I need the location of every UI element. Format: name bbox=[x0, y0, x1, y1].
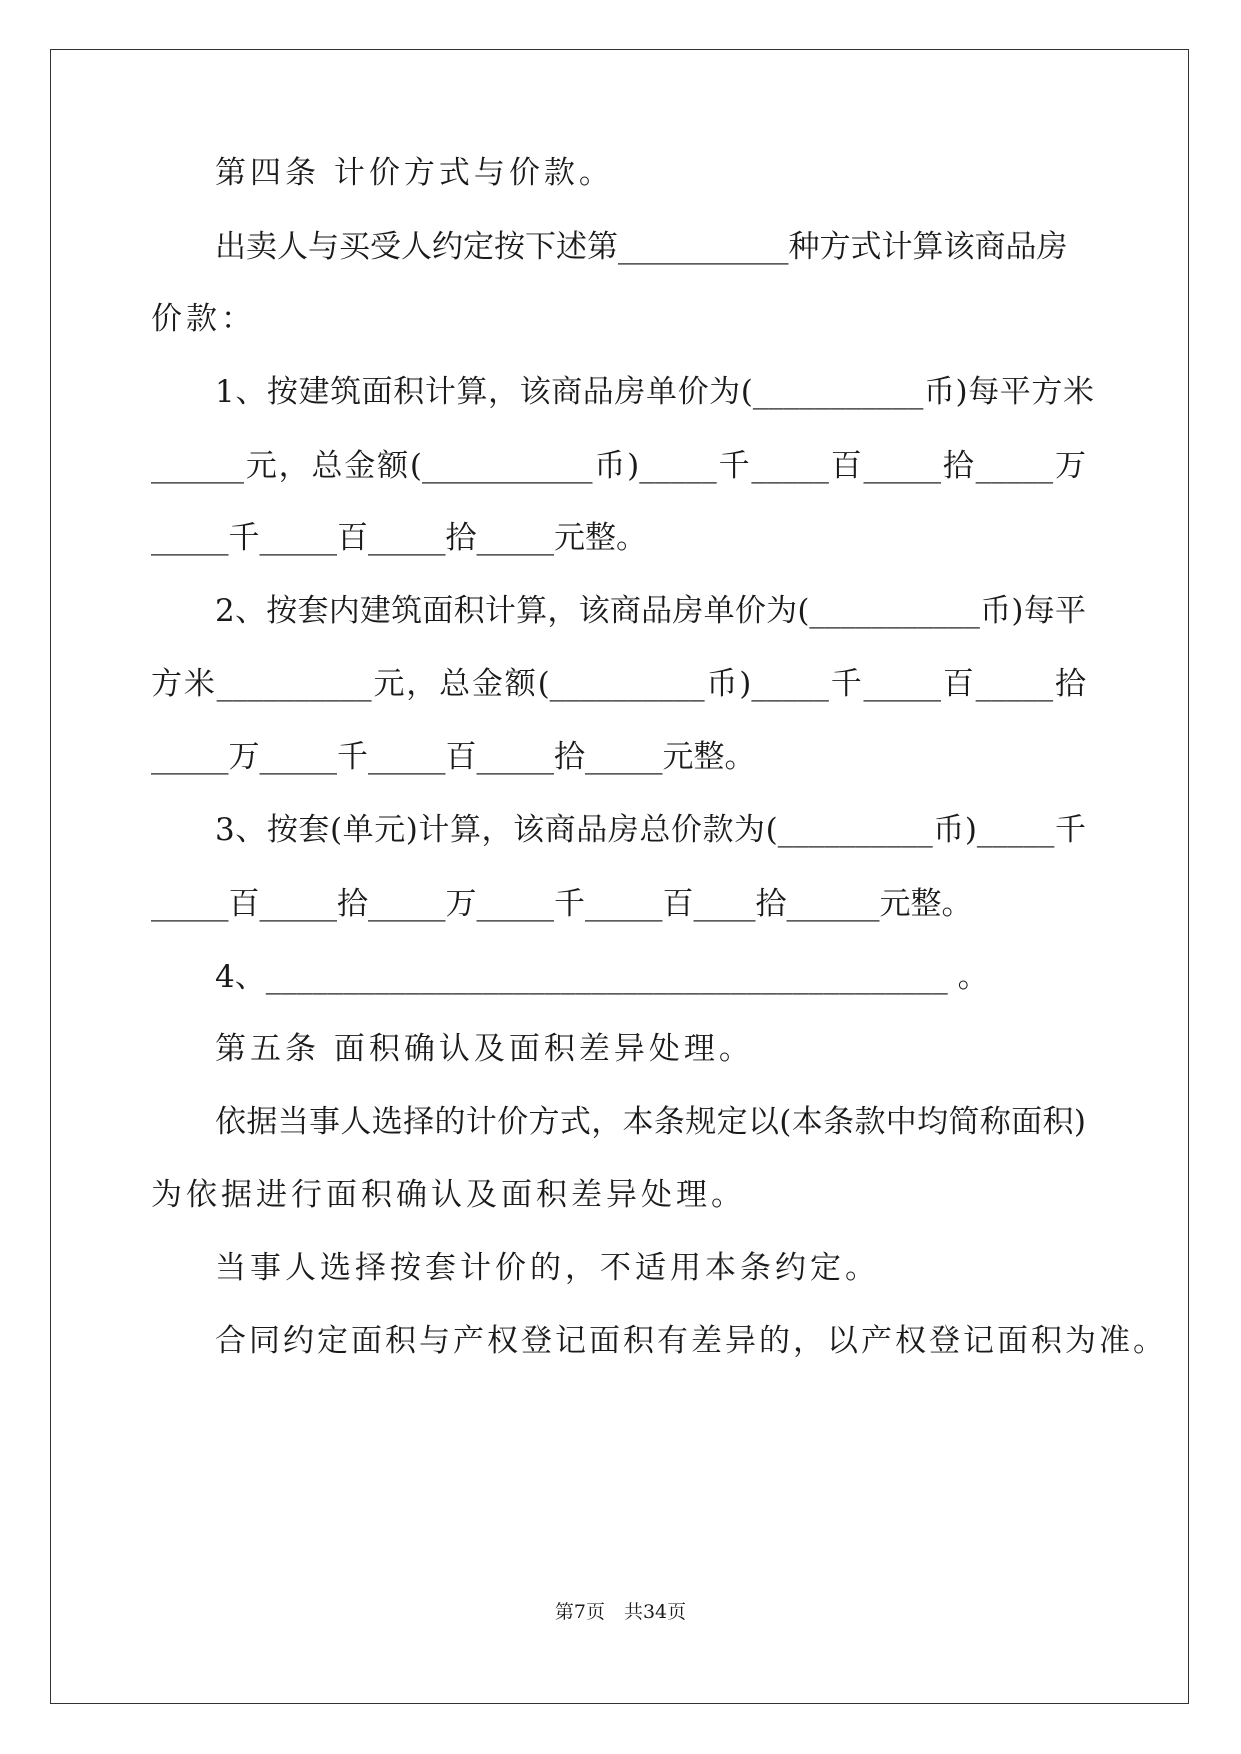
paragraph-line: _____万_____千_____百_____拾_____元整。 bbox=[151, 739, 756, 775]
paragraph-line: 1、按建筑面积计算，该商品房单价为(___________币)每平方米 bbox=[215, 374, 1094, 410]
paragraph-line: 出卖人与买受人约定按下述第___________种方式计算该商品房 bbox=[215, 229, 1068, 265]
paragraph-line: _____千_____百_____拾_____元整。 bbox=[151, 520, 647, 556]
paragraph-line: 当事人选择按套计价的，不适用本条约定。 bbox=[215, 1250, 880, 1286]
paragraph-line: ______元，总金额(___________币)_____千_____百_____拾_____万 bbox=[151, 448, 1086, 484]
page-border bbox=[50, 49, 1189, 1704]
paragraph-line: 为依据进行面积确认及面积差异处理。 bbox=[151, 1177, 746, 1213]
page-footer: 第7页 共34页 bbox=[554, 1601, 687, 1623]
paragraph-line: 2、按套内建筑面积计算，该商品房单价为(___________币)每平 bbox=[215, 593, 1086, 629]
heading-article-5: 第五条 面积确认及面积差异处理。 bbox=[215, 1031, 754, 1067]
paragraph-line: 方米__________元，总金额(__________币)_____千_____百_____拾 bbox=[151, 666, 1086, 702]
paragraph-line: _____百_____拾_____万_____千_____百____拾______元整。 bbox=[151, 886, 973, 922]
paragraph-line: 3、按套(单元)计算，该商品房总价款为(__________币)_____千 bbox=[215, 812, 1086, 848]
paragraph-line: 价款： bbox=[151, 301, 256, 337]
paragraph-line: 依据当事人选择的计价方式，本条规定以(本条款中均简称面积) bbox=[215, 1104, 1086, 1140]
paragraph-line: 4、____________________________________________ 。 bbox=[215, 959, 989, 995]
heading-article-4: 第四条 计价方式与价款。 bbox=[215, 155, 614, 191]
paragraph-line: 合同约定面积与产权登记面积有差异的，以产权登记面积为准。 bbox=[215, 1323, 1167, 1359]
